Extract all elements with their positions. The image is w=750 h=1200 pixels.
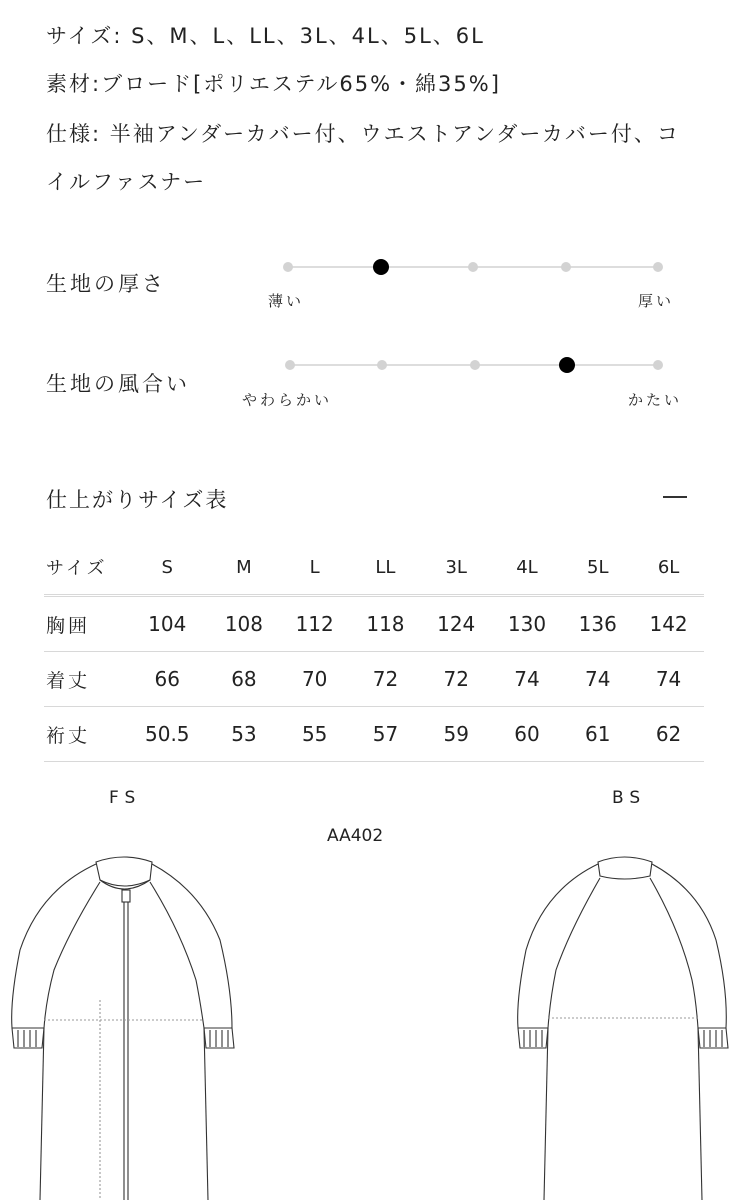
texture-scale-dot-3 [470, 360, 480, 370]
table-cell: 74 [492, 652, 563, 707]
table-cell: 53 [209, 707, 280, 762]
table-cell: 112 [279, 596, 350, 652]
table-cell: 124 [421, 596, 492, 652]
thickness-scale-label: 生地の厚さ [46, 272, 166, 296]
spec-size-line: サイズ: S、M、L、LL、3L、4L、5L、6L [46, 24, 485, 48]
minus-icon[interactable] [663, 496, 687, 498]
table-header-cell: LL [350, 540, 421, 596]
table-row [44, 707, 704, 762]
table-cell: 59 [421, 707, 492, 762]
table-cell: 66 [126, 652, 209, 707]
spec-features-line-continued: イルファスナー [46, 170, 207, 194]
table-row-label: 着丈 [44, 652, 126, 707]
table-header-cell: 5L [562, 540, 633, 596]
table-cell: 108 [209, 596, 280, 652]
table-cell: 72 [350, 652, 421, 707]
table-cell: 104 [126, 596, 209, 652]
table-row [44, 652, 704, 707]
table-cell: 70 [279, 652, 350, 707]
table-header-cell: M [209, 540, 280, 596]
thickness-scale-dot-2-selected [373, 259, 389, 275]
thickness-max-label: 厚い [638, 292, 675, 310]
thickness-scale-dot-1 [283, 262, 293, 272]
table-header-cell: 3L [421, 540, 492, 596]
table-header-cell: サイズ [44, 540, 126, 596]
table-header-cell: L [279, 540, 350, 596]
table-cell: 57 [350, 707, 421, 762]
table-header-row [44, 540, 704, 596]
table-header-cell: 4L [492, 540, 563, 596]
table-cell: 55 [279, 707, 350, 762]
spec-features-line: 仕様: 半袖アンダーカバー付、ウエストアンダーカバー付、コ [46, 122, 680, 146]
table-row-label: 胸囲 [44, 596, 126, 652]
texture-min-label: やわらかい [242, 391, 333, 409]
table-cell: 130 [492, 596, 563, 652]
table-cell: 136 [562, 596, 633, 652]
texture-scale-dot-4-selected [559, 357, 575, 373]
table-header-cell: 6L [633, 540, 704, 596]
table-cell: 142 [633, 596, 704, 652]
front-coat-illustration [0, 850, 250, 1200]
table-row-label: 裄丈 [44, 707, 126, 762]
texture-max-label: かたい [628, 391, 683, 409]
front-view-label: FS [109, 788, 142, 808]
size-table-title: 仕上がりサイズ表 [46, 488, 229, 512]
texture-scale-dot-1 [285, 360, 295, 370]
table-row [44, 596, 704, 652]
table-cell: 118 [350, 596, 421, 652]
thickness-scale-dot-3 [468, 262, 478, 272]
table-header-cell: S [126, 540, 209, 596]
table-cell: 62 [633, 707, 704, 762]
back-coat-illustration [500, 850, 750, 1200]
table-cell: 74 [633, 652, 704, 707]
texture-scale-dot-5 [653, 360, 663, 370]
back-view-label: BS [612, 788, 647, 808]
table-cell: 61 [562, 707, 633, 762]
texture-scale-dot-2 [377, 360, 387, 370]
thickness-scale-dot-5 [653, 262, 663, 272]
table-cell: 60 [492, 707, 563, 762]
table-cell: 50.5 [126, 707, 209, 762]
model-code: AA402 [327, 826, 384, 846]
thickness-min-label: 薄い [268, 292, 305, 310]
table-cell: 68 [209, 652, 280, 707]
table-cell: 72 [421, 652, 492, 707]
size-table [44, 540, 704, 762]
spec-material-line: 素材:ブロード[ポリエステル65%・綿35%] [46, 72, 501, 96]
table-cell: 74 [562, 652, 633, 707]
texture-scale-label: 生地の風合い [46, 372, 190, 396]
thickness-scale-dot-4 [561, 262, 571, 272]
